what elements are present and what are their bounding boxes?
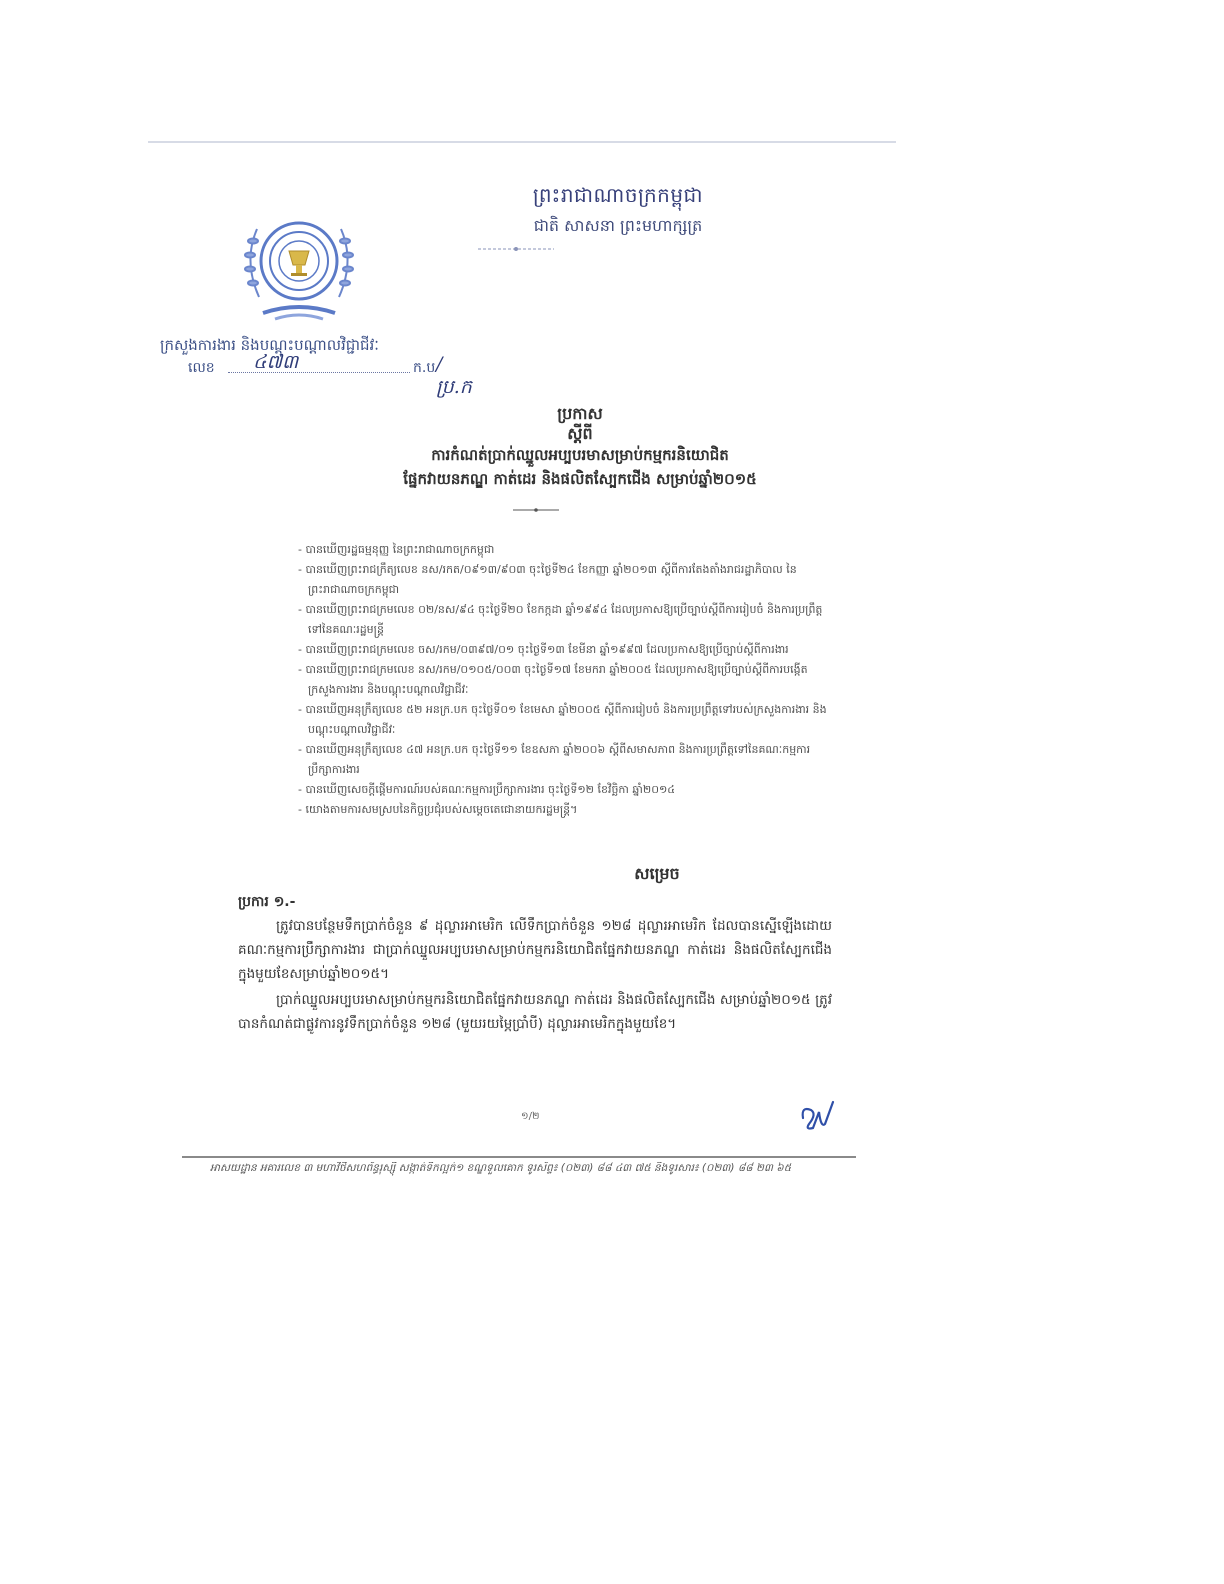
footer-address: អាសយដ្ឋាន អគារលេខ ៣ មហាវិថីសហព័ន្ធរុស្ស៊ី សង្កាត់ទឹកល្អក់១ ខណ្ឌទួលគោក ទូរស័ព្ទ៖ (០២៣) ៨៨ ៤៣ ៧៥ និងទូរសារ៖ (០២៣) ៨៨ ២៣ ៦៥ (210, 1162, 792, 1174)
kingdom-heading: ព្រះរាជាណាចក្រកម្ពុជា (532, 183, 704, 207)
title-ornament (513, 508, 559, 512)
consideration-item: - បានឃើញអនុក្រឹត្យលេខ ៥២ អនក្រ.បក ចុះថ្ងៃទី០១ ខែមេសា ឆ្នាំ២០០៥ ស្តីពីការរៀបចំ និងការប្រព្រឹត្តទៅរបស់ក្រសួងការងារ និងបណ្តុះបណ្តាលវិជ្ជាជីវៈ (298, 703, 827, 736)
article-label: ប្រការ ១.- (238, 894, 296, 910)
title-subject-line2: ផ្នែកវាយនភណ្ឌ កាត់ដេរ និងផលិតស្បែកជើង សម្រាប់ឆ្នាំ២០១៥ (403, 470, 757, 488)
doc-type-title: ប្រកាស (557, 404, 603, 423)
article-paragraph-1: ត្រូវបានបន្ថែមទឹកប្រាក់ចំនួន ៩ ដុល្លារអាមេរិក លើទឹកប្រាក់ចំនួន ១២៨ ដុល្លារអាមេរិក ដែលបានស្នើឡើងដោយគណៈកម្មការប្រឹក្សាការងារ ជាប្រាក់ឈ្នួលអប្បបរមាសម្រាប់កម្មករនិយោជិតផ្នែកវាយនភណ្ឌ កាត់ដេរ និងផលិតស្បែកជើង ក្នុងមួយខែសម្រាប់ឆ្នាំ២០១៥។ (238, 918, 832, 982)
top-rule (148, 141, 896, 143)
national-motto: ជាតិ សាសនា ព្រះមហាក្សត្រ (533, 216, 703, 235)
reference-number: ៤៧៣ (253, 351, 299, 373)
ministry-name: ក្រសួងការងារ និងបណ្តុះបណ្តាលវិជ្ជាជីវៈ (160, 336, 379, 354)
title-subject-line1: ការកំណត់ប្រាក់ឈ្នួលអប្បបរមាសម្រាប់កម្មករនិយោជិត (431, 446, 729, 464)
reference-label: លេខ (188, 360, 215, 376)
consideration-item: - យោងតាមការសមស្របនៃកិច្ចប្រជុំរបស់សម្តេចតេជោនាយករដ្ឋមន្ត្រី។ (298, 803, 578, 816)
footer-rule (182, 1156, 856, 1158)
consideration-item: - បានឃើញព្រះរាជក្រឹត្យលេខ នស/រកត/០៩១៣/៩០៣ ចុះថ្ងៃទី២៤ ខែកញ្ញា ឆ្នាំ២០១៣ ស្តីពីការតែងតាំងរាជរដ្ឋាភិបាល នៃព្រះរាជាណាចក្រកម្ពុជា (298, 563, 797, 596)
reference-number-row (188, 351, 478, 398)
consideration-item: - បានឃើញសេចក្តីផ្តើមការណ៍របស់គណៈកម្មការប្រឹក្សាការងារ ចុះថ្ងៃទី១២ ខែវិច្ឆិកា ឆ្នាំ២០១៤ (298, 783, 676, 796)
consideration-item: - បានឃើញរដ្ឋធម្មនុញ្ញ នៃព្រះរាជាណាចក្រកម្ពុជា (298, 543, 495, 556)
consideration-item: - បានឃើញព្រះរាជក្រមលេខ នស/រកម/០១០៥/០០៣ ចុះថ្ងៃទី១៧ ខែមករា ឆ្នាំ២០០៥ ដែលប្រកាសឱ្យប្រើច្បាប់ស្តីពីការបង្កើតក្រសួងការងារ និងបណ្តុះបណ្តាលវិជ្ជាជីវៈ (298, 663, 808, 696)
page-number: ១/២ (521, 1111, 540, 1122)
title-about: ស្តីពី (567, 424, 593, 443)
consideration-item: - បានឃើញអនុក្រឹត្យលេខ ៤៧ អនក្រ.បក ចុះថ្ងៃទី១១ ខែឧសភា ឆ្នាំ២០០៦ ស្តីពីសមាសភាព និងការប្រព្រឹត្តទៅនៃគណៈកម្មការប្រឹក្សាការងារ (298, 743, 811, 776)
reference-suffix: /ប្រ.ក (436, 353, 472, 398)
article-paragraph-2: ប្រាក់ឈ្នួលអប្បបរមាសម្រាប់កម្មករនិយោជិតផ្នែកវាយនភណ្ឌ កាត់ដេរ និងផលិតស្បែកជើង សម្រាប់ឆ្នាំ២០១៥ ត្រូវបានកំណត់ជាផ្លូវការនូវទឹកប្រាក់ចំនួន ១២៨ (មួយរយម្ភៃប្រាំបី) ដុល្លារអាមេរិកក្នុងមួយខែ។ (238, 992, 832, 1032)
header-ornament (476, 246, 556, 252)
consideration-item: - បានឃើញព្រះរាជក្រមលេខ ០២/នស/៩៤ ចុះថ្ងៃទី២០ ខែកក្កដា ឆ្នាំ១៩៩៤ ដែលប្រកាសឱ្យប្រើច្បាប់ស្តីពីការរៀបចំ និងការប្រព្រឹត្តទៅនៃគណៈរដ្ឋមន្ត្រី (298, 603, 823, 636)
decision-heading: សម្រេច (634, 864, 680, 883)
handwritten-initials-signature (797, 1098, 839, 1138)
considerations-list (298, 540, 832, 820)
consideration-item: - បានឃើញព្រះរាជក្រមលេខ ចស/រកម/០៣៩៧/០១ ចុះថ្ងៃទី១៣ ខែមីនា ឆ្នាំ១៩៩៧ ដែលប្រកាសឱ្យប្រើច្បាប់ស្តីពីការងារ (298, 643, 789, 656)
reference-code: ក.ប (413, 360, 436, 376)
